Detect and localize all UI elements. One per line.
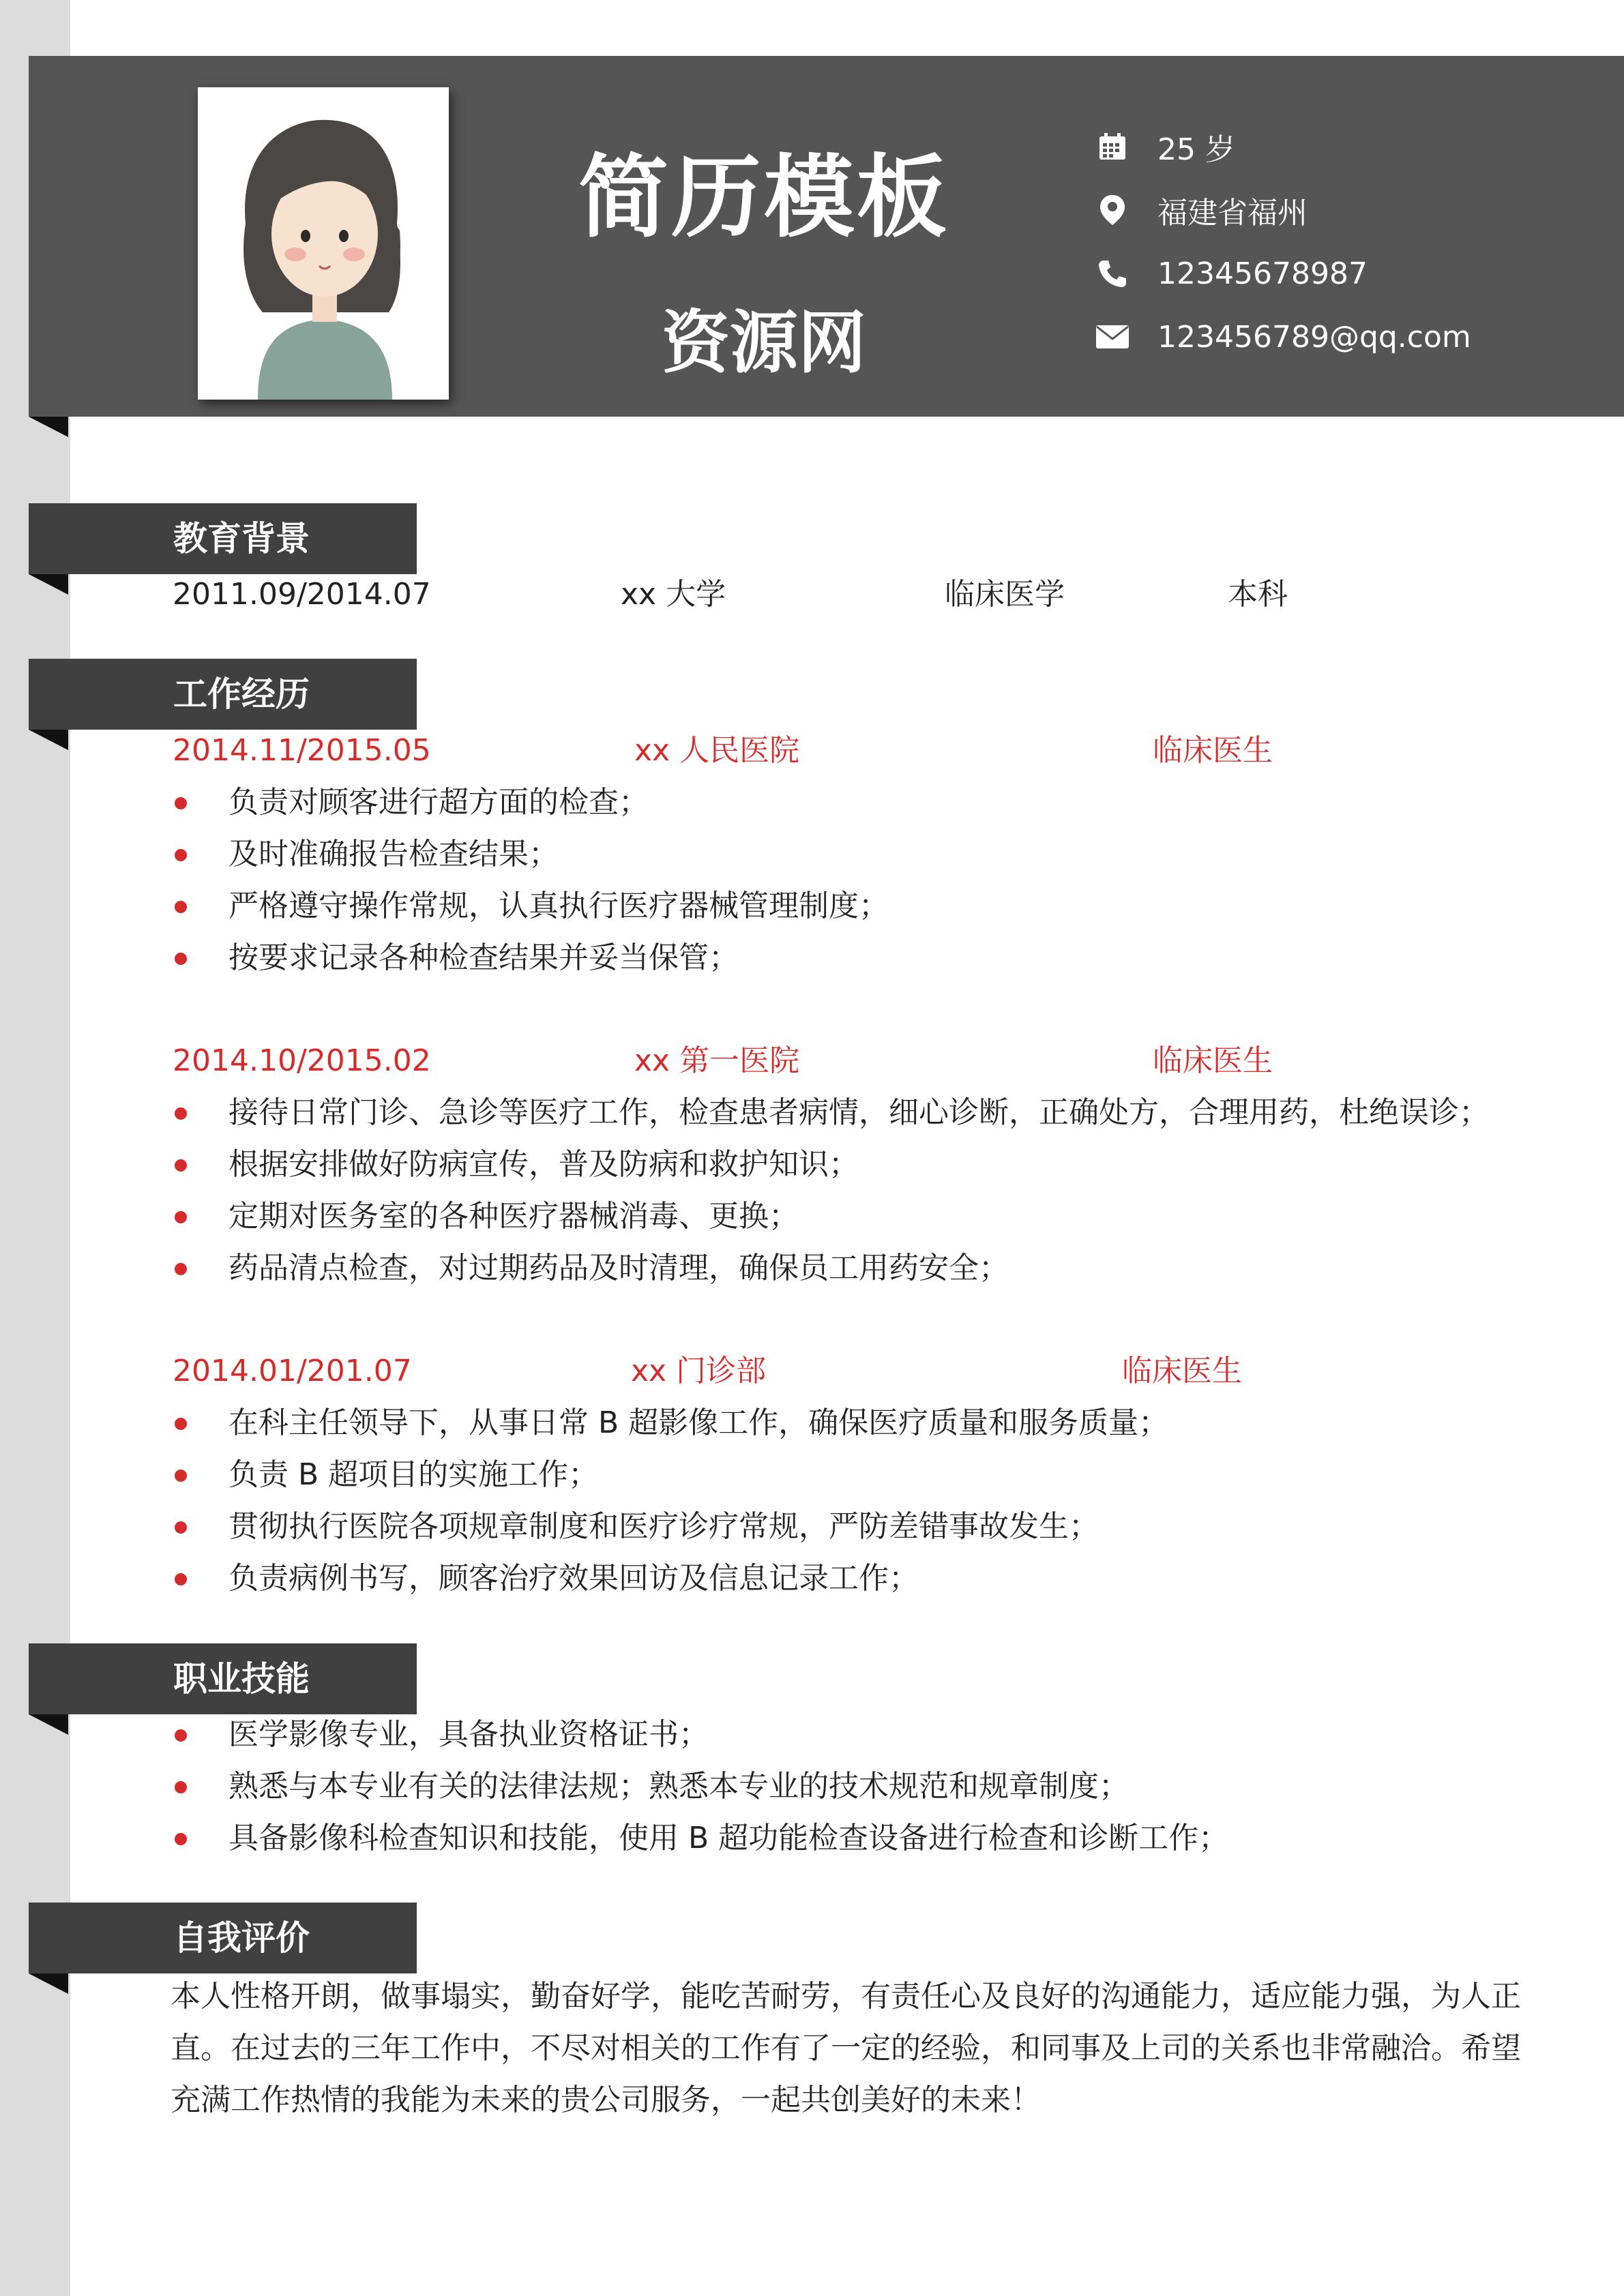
phone-icon xyxy=(1095,256,1130,291)
bullet-dot-icon xyxy=(175,849,187,861)
job-employer: xx 门诊部 xyxy=(631,1354,767,1388)
education-period: 2011.09/2014.07 xyxy=(173,577,431,612)
skill-text: 医学影像专业，具备执业资格证书； xyxy=(228,1717,709,1752)
education-school: xx 大学 xyxy=(621,577,726,612)
section-title-skills: 职业技能 xyxy=(173,1659,310,1699)
duty-text: 在科主任领导下，从事日常 B 超影像工作，确保医疗质量和服务质量； xyxy=(228,1405,1169,1440)
bullet-dot-icon xyxy=(175,797,187,809)
contact-location-text: 福建省福州 xyxy=(1157,196,1308,230)
bullet-dot-icon xyxy=(175,1729,187,1742)
bullet-dot-icon xyxy=(175,1211,187,1223)
contact-age-text: 25 岁 xyxy=(1157,132,1235,167)
contact-location xyxy=(1095,186,1308,234)
bullet-dot-icon xyxy=(175,1521,187,1534)
section-title-work: 工作经历 xyxy=(173,674,310,714)
job-period: 2014.10/2015.02 xyxy=(173,1043,431,1078)
duty-text: 严格遵守操作常规，认真执行医疗器械管理制度； xyxy=(228,889,889,923)
bullet-dot-icon xyxy=(175,1159,187,1172)
bullet-dot-icon xyxy=(175,1107,187,1120)
bullet-dot-icon xyxy=(175,1833,187,1845)
contact-email xyxy=(1095,313,1471,361)
section-fold-corner xyxy=(29,574,68,595)
bullet-dot-icon xyxy=(175,1781,187,1793)
section-title-education: 教育背景 xyxy=(173,519,310,558)
duty-text: 负责病例书写，顾客治疗效果回访及信息记录工作； xyxy=(228,1561,919,1596)
resume-title: 简历模板 xyxy=(578,145,949,250)
paragraph-line: 充满工作热情的我能为未来的贵公司服务，一起共创美好的未来！ xyxy=(171,2083,1041,2117)
contact-phone xyxy=(1095,250,1368,297)
bullet-dot-icon xyxy=(175,1418,187,1430)
section-fold-corner xyxy=(29,1973,68,1994)
contact-phone-text: 12345678987 xyxy=(1157,256,1368,291)
bullet-dot-icon xyxy=(175,901,187,913)
job-employer: xx 第一医院 xyxy=(634,1043,800,1078)
duty-text: 及时准确报告检查结果； xyxy=(228,837,559,871)
section-header-education xyxy=(29,503,417,574)
job-period: 2014.01/201.07 xyxy=(173,1354,412,1388)
calendar-icon xyxy=(1095,129,1130,164)
paragraph-line: 直。在过去的三年工作中，不尽对相关的工作有了一定的经验，和同事及上司的关系也非常融洽。希望 xyxy=(171,2031,1521,2066)
duty-text: 负责 B 超项目的实施工作； xyxy=(228,1457,599,1492)
bullet-dot-icon xyxy=(175,1263,187,1275)
section-title-self-evaluation: 自我评价 xyxy=(173,1918,310,1958)
profile-photo xyxy=(198,87,449,400)
skill-text: 具备影像科检查知识和技能，使用 B 超功能检查设备进行检查和诊断工作； xyxy=(228,1821,1229,1855)
contact-age xyxy=(1095,123,1235,170)
job-period: 2014.11/2015.05 xyxy=(173,733,431,768)
paragraph-line: 本人性格开朗，做事塌实，勤奋好学，能吃苦耐劳，有责任心及良好的沟通能力，适应能力强，为人正 xyxy=(171,1979,1521,2014)
duty-text: 按要求记录各种检查结果并妥当保管； xyxy=(228,940,739,975)
mail-icon xyxy=(1095,319,1130,355)
section-fold-corner xyxy=(29,730,68,750)
section-header-skills xyxy=(29,1643,417,1714)
duty-text: 根据安排做好防病宣传，普及防病和救护知识； xyxy=(228,1147,859,1182)
self-evaluation-paragraph xyxy=(171,1971,1528,2126)
section-fold-corner xyxy=(29,1714,68,1735)
skill-text: 熟悉与本专业有关的法律法规；熟悉本专业的技术规范和规章制度； xyxy=(228,1769,1129,1804)
duty-text: 接待日常门诊、急诊等医疗工作，检查患者病情，细心诊断，正确处方，合理用药，杜绝误诊； xyxy=(228,1095,1489,1130)
duty-text: 定期对医务室的各种医疗器械消毒、更换； xyxy=(228,1199,799,1234)
location-pin-icon xyxy=(1095,192,1130,228)
job-role: 临床医生 xyxy=(1153,733,1273,768)
section-header-work xyxy=(29,659,417,730)
duty-text: 药品清点检查，对过期药品及时清理，确保员工用药安全； xyxy=(228,1251,1009,1285)
duty-text: 负责对顾客进行超方面的检查； xyxy=(228,785,649,820)
subtitle-watermark xyxy=(600,303,928,383)
section-header-self-evaluation xyxy=(29,1903,417,1973)
education-degree: 本科 xyxy=(1228,577,1288,612)
resume-subtitle: 资源网 xyxy=(662,303,866,383)
bullet-dot-icon xyxy=(175,1573,187,1585)
bullet-dot-icon xyxy=(175,953,187,965)
bullet-dot-icon xyxy=(175,1470,187,1482)
avatar-illustration xyxy=(198,87,449,400)
job-role: 临床医生 xyxy=(1122,1354,1242,1388)
education-major: 临床医学 xyxy=(945,577,1065,612)
job-role: 临床医生 xyxy=(1153,1043,1273,1078)
job-employer: xx 人民医院 xyxy=(634,733,800,768)
duty-text: 贯彻执行医院各项规章制度和医疗诊疗常规，严防差错事故发生； xyxy=(228,1509,1099,1544)
header-fold-corner xyxy=(29,417,68,437)
contact-email-text: 123456789@qq.com xyxy=(1157,319,1471,355)
